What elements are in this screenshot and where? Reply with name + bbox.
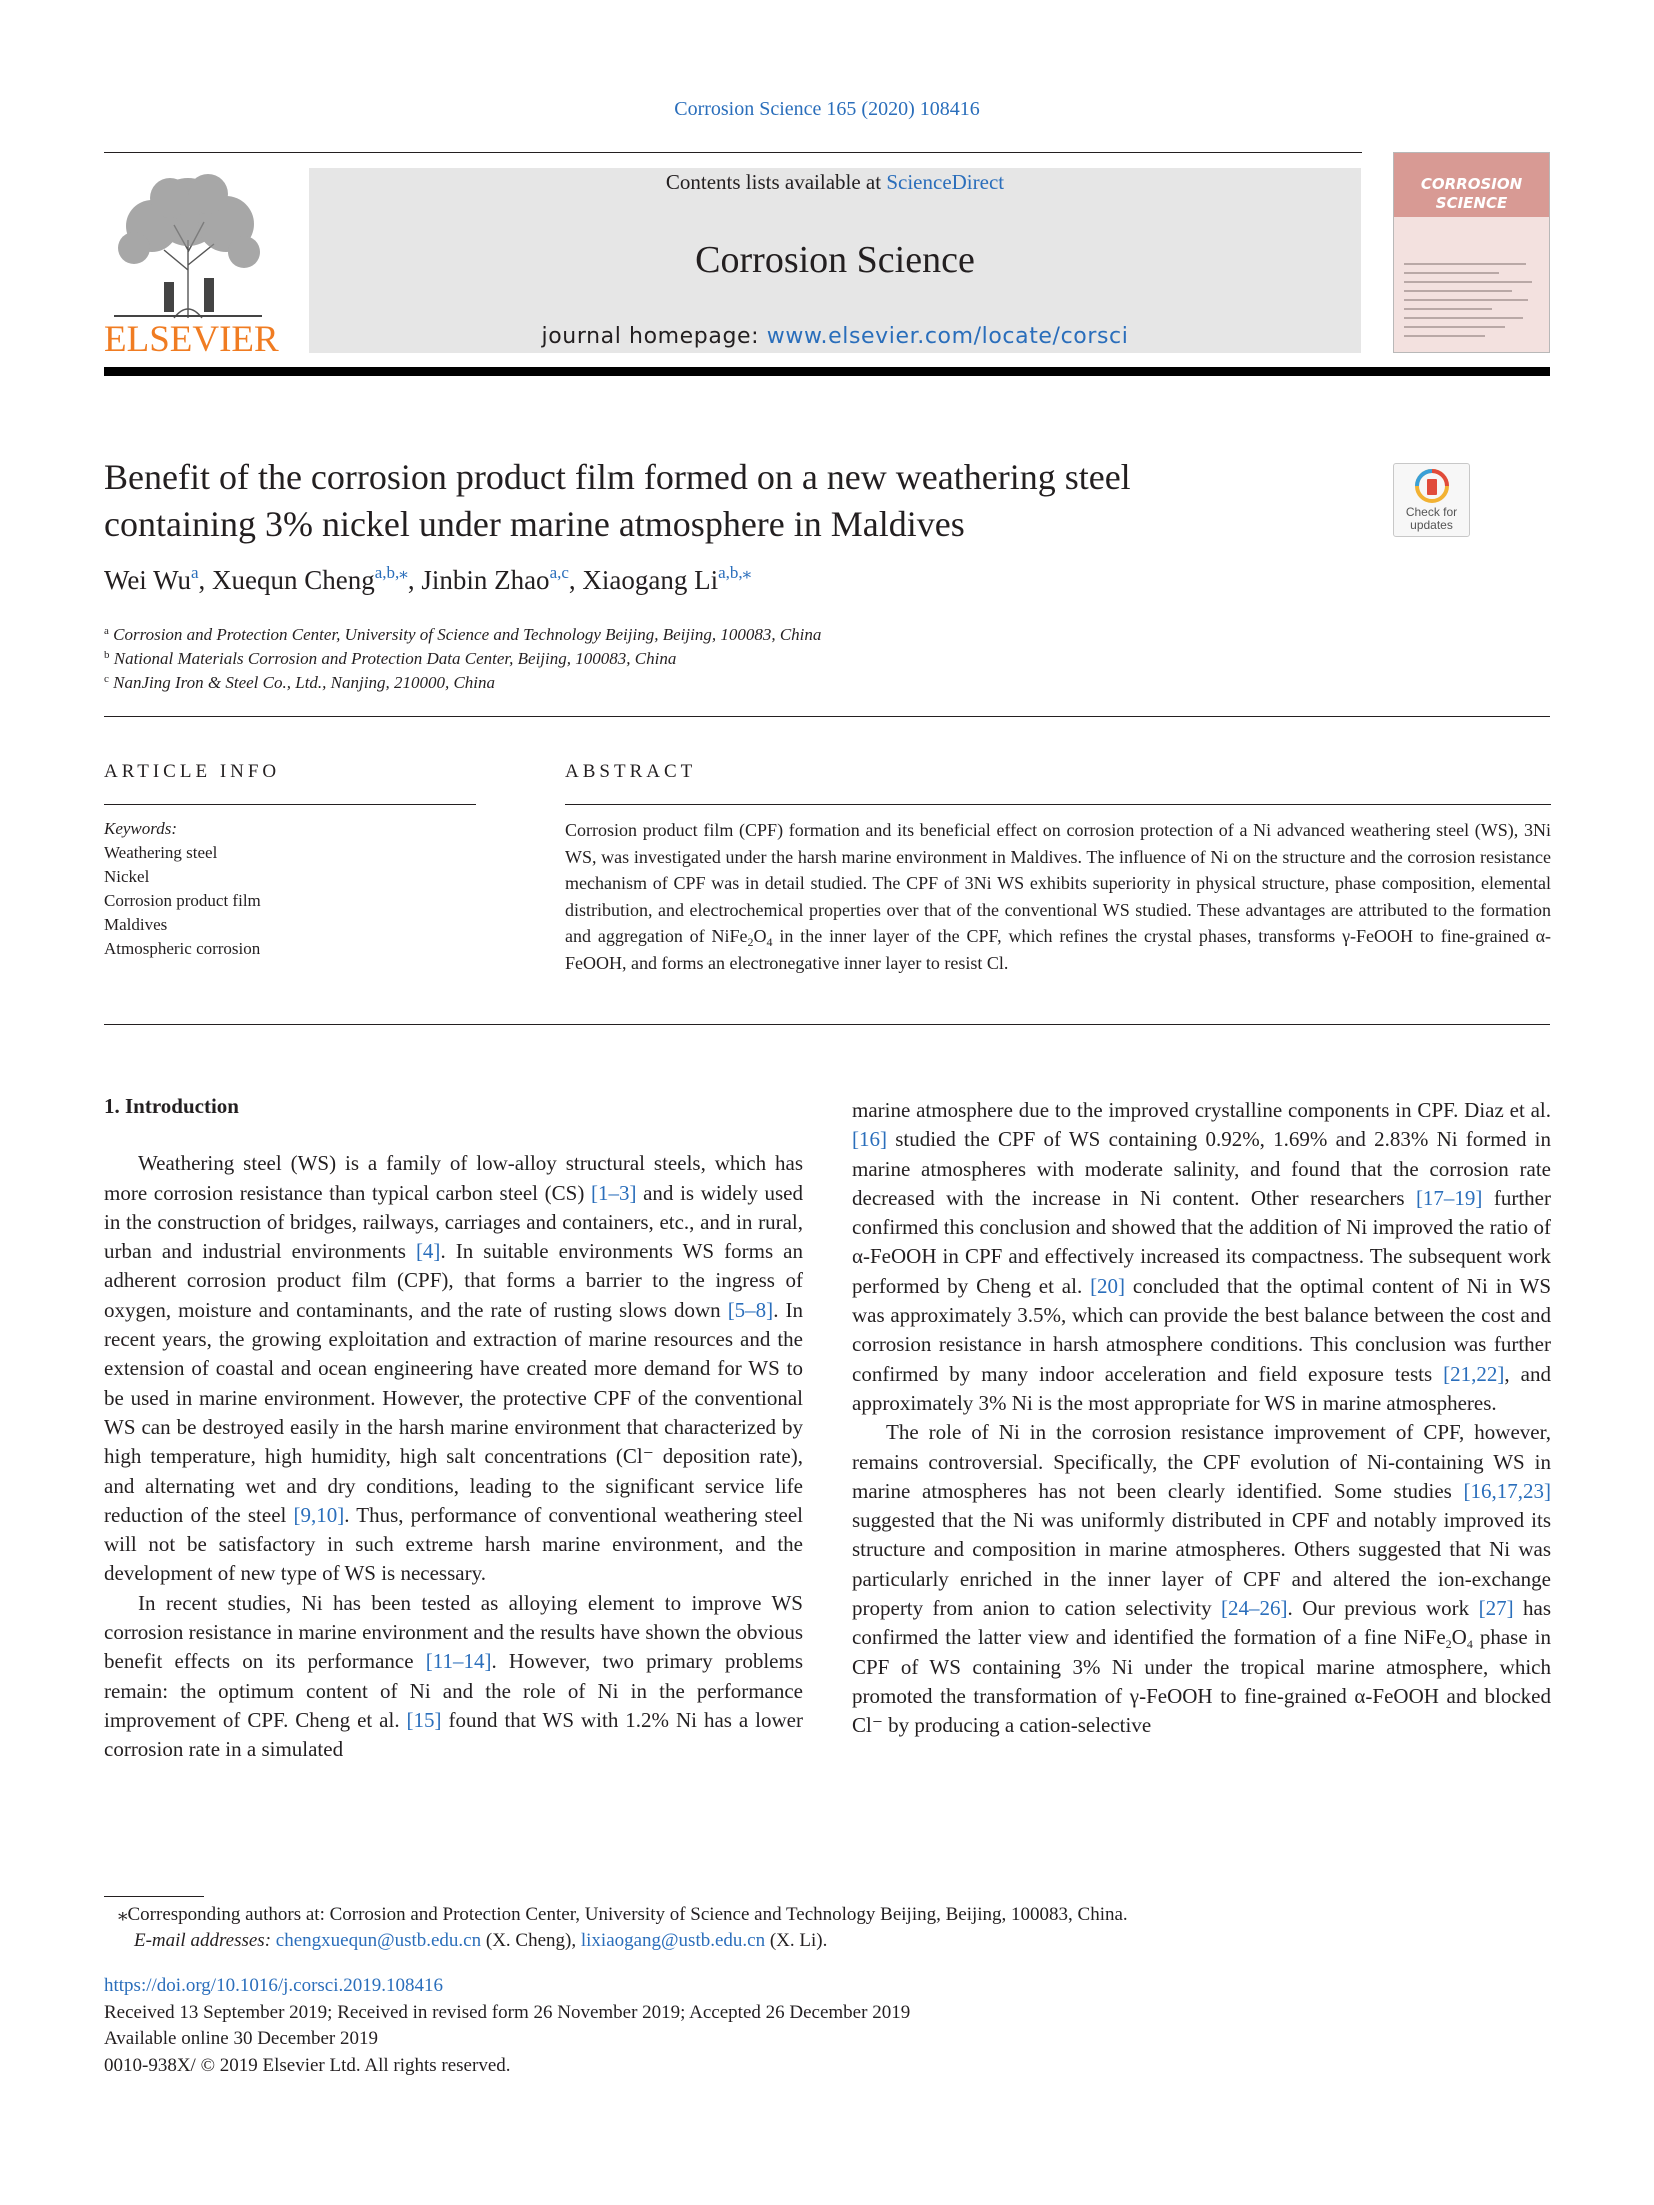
email-link[interactable]: lixiaogang@ustb.edu.cn (580, 1930, 766, 1951)
body-column-left (104, 1092, 803, 1765)
check-updates-label: Check for updates (1405, 505, 1458, 532)
affiliation-rule (104, 716, 1550, 717)
online-date: Available online 30 December 2019 (104, 2028, 378, 2049)
journal-cover-thumbnail[interactable] (1393, 152, 1550, 353)
section-heading-introduction: 1. Introduction (104, 1094, 239, 1118)
abstract-heading: ABSTRACT (565, 761, 697, 782)
article-info-rule (104, 804, 476, 805)
sciencedirect-link[interactable]: ScienceDirect (886, 170, 1005, 194)
author-affil-mark[interactable]: a,b,⁎ (374, 563, 408, 582)
citation-link[interactable]: [16] (852, 1127, 887, 1152)
body-column-right (852, 1096, 1551, 1741)
author-name: Xiaogang Li (582, 565, 719, 595)
publication-info (104, 1973, 910, 2079)
author-affil-mark[interactable]: a,b,⁎ (718, 563, 752, 582)
abstract-rule (565, 804, 1551, 805)
citation-link[interactable]: [15] (406, 1707, 442, 1732)
citation-link[interactable]: [17–19] (1415, 1185, 1483, 1210)
cover-title: CORROSION SCIENCE (1420, 175, 1523, 212)
history-dates: Received 13 September 2019; Received in revised form 26 November 2019; Accepted 26 December 2019 (104, 2001, 911, 2023)
keyword-item: Weathering steel (104, 843, 218, 862)
author-name: Wei Wu (104, 565, 191, 595)
citation-link[interactable]: [20] (1090, 1273, 1126, 1298)
title-line-2: containing 3% nickel under marine atmosphere in Maldives (104, 504, 965, 544)
contents-prefix: Contents lists available at (665, 170, 882, 194)
paragraph: Weathering steel (WS) is a family of low-alloy structural steels, which has more corrosion resistance than typical carbon steel (CS) [1–3] and is widely used in the construction of bridges, railways, carriages and containers, etc., and in rural, urban and industrial environments [4]. In suitable environments WS forms an adherent corrosion product film (CPF), that forms a barrier to the ingress of oxygen, moisture and contaminants, and the rate of rusting slows down [5–8]. In recent years, the growing exploitation and extraction of marine resources and the extension of coastal and ocean engineering have created more demand for WS to be used in marine environment. However, the protective CPF of the conventional WS can be destroyed easily in the harsh marine environment that characterized by high temperature, high humidity, high salt concentrations (Cl⁻ deposition rate), and alternating wet and dry conditions, leading to the significant service life reduction of the steel [9,10]. Thus, performance of conventional weathering steel will not be satisfactory in such extreme harsh marine environment, and the development of new type of WS is necessary. (104, 1151, 804, 1586)
keywords-block (104, 817, 261, 961)
article-info-heading: ARTICLE INFO (104, 761, 281, 782)
citation-link[interactable]: [9,10] (293, 1502, 345, 1527)
author-list: Wei Wu$^a$, Xuequn Cheng$^{a,b,⁎}$, Jinbin Zhao$^{a,c}$, Xiaogang $Li^{a,b,⁎}$ (104, 563, 752, 595)
citation-link[interactable]: [5–8] (727, 1297, 774, 1322)
keyword-item: Atmospheric corrosion (104, 939, 261, 958)
journal-reference[interactable] (0, 98, 1654, 121)
citation-link[interactable]: [24–26] (1221, 1596, 1288, 1621)
masthead-rule (104, 367, 1550, 376)
article-title (104, 454, 1354, 548)
journal-name: Corrosion Science (695, 239, 975, 281)
citation-link[interactable]: [27] (1478, 1596, 1514, 1621)
cover-text-lines (1404, 263, 1539, 344)
publisher-name: ELSEVIER (104, 319, 279, 360)
check-for-updates-badge[interactable] (1393, 463, 1470, 537)
paragraph: In recent studies, Ni has been tested as alloying element to improve WS corrosion resistance in marine environment and the results have shown the obvious benefit effects on its performance [11–14]. However, two primary problems remain: the optimum content of Ni and the role of Ni in the performance improvement of CPF. Cheng et al. [15] found that WS with 1.2% Ni has a lower corrosion rate in a simulated (104, 1590, 803, 1762)
keyword-item: Corrosion product film (104, 891, 261, 910)
paragraph: The role of Ni in the corrosion resistance improvement of CPF, however, remains controversial. Specifically, the CPF evolution of Ni-containing WS in marine atmospheres has not been clearly identified. Some studies [16,17,23] suggested that the Ni was uniformly distributed in CPF and notably improved its structure and composition in marine atmospheres. Others suggested that Ni was particularly enriched in the inner layer of CPF and altered the ion-exchange property from anion to cation selectivity [24–26]. Our previous work [27] has confirmed the latter view and identified the formation of a fine $NiFe_2O_4$ phase in CPF of WS containing 3% Ni under the tropical marine atmosphere, which promoted the transformation of γ-FeOOH to fine-grained α-FeOOH and blocked Cl⁻ by producing a cation-selective (852, 1420, 1551, 1738)
author-name: Xuequn Cheng (212, 565, 375, 595)
footnote-rule (104, 1896, 204, 1897)
citation-link[interactable]: [16,17,23] (1463, 1478, 1551, 1503)
citation-link[interactable]: [1–3] (590, 1180, 637, 1205)
copyright-notice: 0010-938X/ © 2019 Elsevier Ltd. All rights reserved. (104, 2054, 511, 2076)
email-link[interactable]: chengxuequn@ustb.edu.cn (275, 1930, 482, 1951)
paragraph: marine atmosphere due to the improved crystalline components in CPF. Diaz et al. [16] studied the CPF of WS containing 0.92%, 1.69% and 2.83% Ni formed in marine atmospheres with moderate salinity, and found that the corrosion rate decreased with the increase in Ni content. Other researchers [17–19] further confirmed this conclusion and showed that the addition of Ni improved the ratio of α-FeOOH in CPF and effectively increased its compactness. The subsequent work performed by Cheng et al. [20] concluded that the optimal content of Ni in WS was approximately 3.5%, which can provide the best balance between the cost and corrosion resistance in harsh atmosphere conditions. This conclusion was further confirmed by many indoor acceleration and field exposure tests [21,22], and approximately 3% Ni is the most appropriate for WS in marine atmospheres. (852, 1098, 1552, 1415)
author-affil-mark[interactable]: a (190, 563, 199, 582)
citation-link[interactable]: [11–14] (425, 1649, 492, 1674)
affiliation-item: $^c$ NanJing Iron & Steel Co., Ltd., Nanjing, 210000, China (104, 673, 496, 692)
check-updates-icon (1415, 469, 1449, 503)
corresponding-text: Corresponding authors at: Corrosion and Protection Center, University of Science and Technology Beijing, Beijing, 100083, China. (127, 1904, 1128, 1925)
author-affil-mark[interactable]: a,c (549, 563, 569, 582)
keyword-item: Maldives (104, 915, 168, 934)
citation-link[interactable]: [21,22] (1443, 1361, 1505, 1386)
affiliation-list (104, 623, 821, 695)
journal-homepage (309, 324, 1361, 349)
author-name: Jinbin Zhao (421, 565, 550, 595)
contents-available-line (309, 170, 1361, 195)
affiliation-item: $^a$ Corrosion and Protection Center, University of Science and Technology Beijing, Beijing, 100083, China (104, 625, 822, 644)
affiliation-item: $^b$ National Materials Corrosion and Protection Data Center, Beijing, 100083, China (104, 649, 677, 668)
abstract-bottom-rule (104, 1024, 1550, 1025)
homepage-link[interactable]: www.elsevier.com/locate/corsci (766, 324, 1129, 349)
abstract-body: Corrosion product film (CPF) formation and its beneficial effect on corrosion protection of a Ni advanced weathering steel (WS), 3Ni WS, was investigated under the harsh marine environment in Maldives. The influence of Ni on the structure and the corrosion resistance mechanism of CPF was in detail studied. The CPF of 3Ni WS exhibits superiority in physical structure, phase composition, elemental distribution, and electrochemical properties over that of the conventional WS studied. These advantages are attributed to the formation and aggregation of $NiFe_2O_4$ in the inner layer of the CPF, which refines the crystal phases, transforms γ-FeOOH to fine-grained α-FeOOH, and forms an electronegative inner layer to resist Cl. (565, 820, 1551, 973)
keywords-label: Keywords: (104, 819, 178, 838)
footnote-mark: ⁎ (118, 1904, 128, 1925)
header-rule (104, 152, 1362, 153)
keyword-item: Nickel (104, 867, 150, 886)
title-line-1: Benefit of the corrosion product film formed on a new weathering steel (104, 457, 1131, 497)
citation-link[interactable]: [4] (415, 1239, 441, 1264)
homepage-prefix: journal homepage: (541, 324, 760, 349)
corresponding-author-footnote: ⁎Corresponding authors at: Corrosion and Protection Center, University of Science and Technology Beijing, Beijing, 100083, China. E-mail addresses: chengxuequn@ustb.edu.cn (X. Cheng), lixiaogang@ustb.edu.cn (X. Li). (118, 1904, 1128, 1951)
email-label: E-mail addresses: (134, 1930, 272, 1951)
doi-link[interactable]: https://doi.org/10.1016/j.corsci.2019.108416 (104, 1975, 444, 1996)
journal-reference-link[interactable]: Corrosion Science 165 (2020) 108416 (674, 98, 980, 120)
